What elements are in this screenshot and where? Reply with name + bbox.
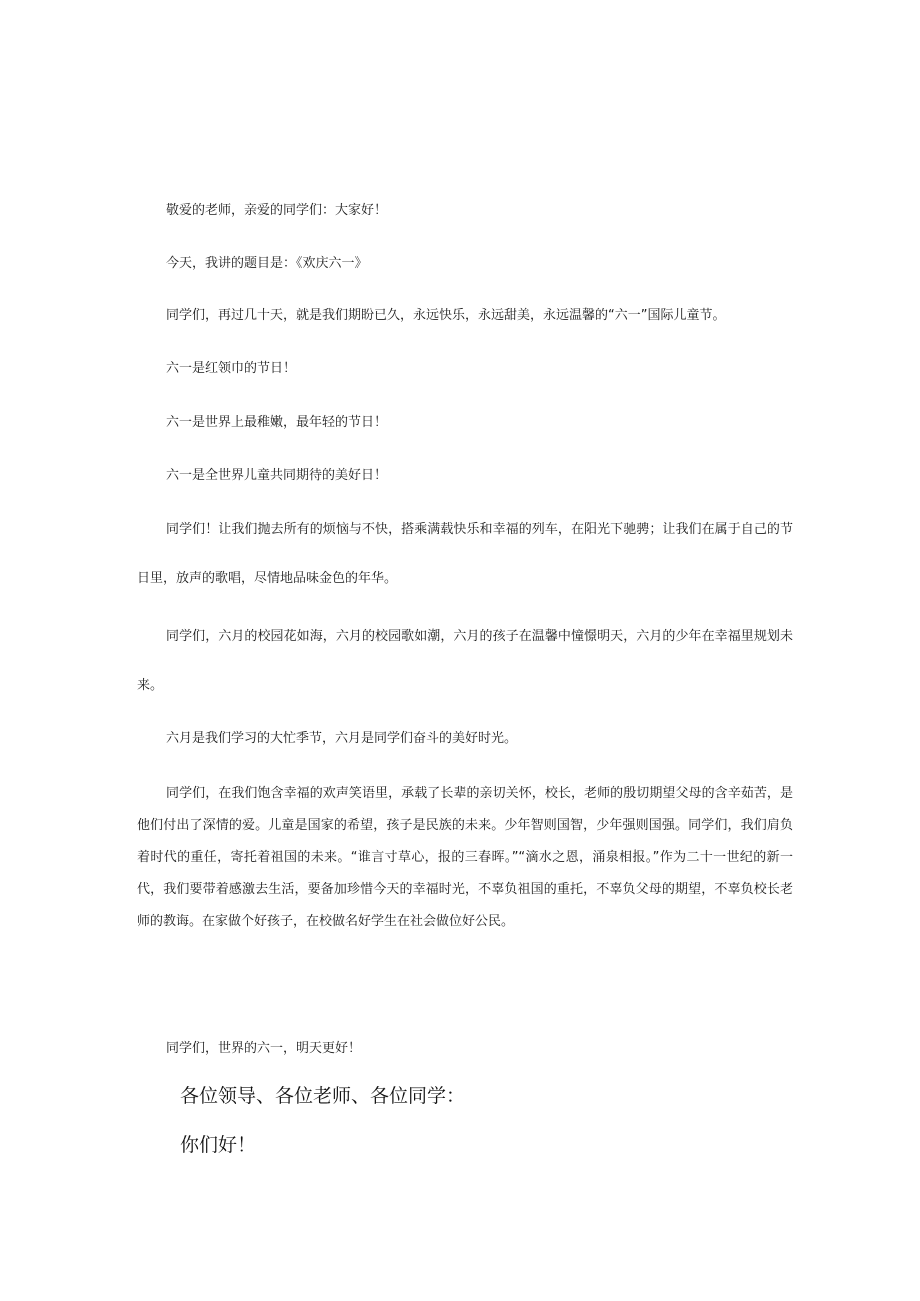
train-paragraph: 同学们！让我们抛去所有的烦恼与不快，搭乘满载快乐和幸福的列车，在阳光下驰骋；让我们在属于自己的节日里，放声的歌唱，尽情地品味金色的年华。 xyxy=(137,522,793,586)
red-scarf-paragraph: 六一是红领巾的节日！ xyxy=(166,361,297,376)
greeting-paragraph: 敬爱的老师，亲爱的同学们：大家好！ xyxy=(166,203,388,218)
salutation-line: 各位领导、各位老师、各位同学： xyxy=(180,1085,466,1107)
gratitude-paragraph: 同学们，在我们饱含幸福的欢声笑语里，承载了长辈的亲切关怀，校长，老师的殷切期望父母的含辛茹苦，是他们付出了深情的爱。儿童是国家的希望，孩子是民族的未来。少年智则国智，少年强则国强。同学们，我们肩负着时代的重任，寄托着祖国的未来。“谁言寸草心，报的三春晖。”“滴水之恩，涌泉相报。”作为二十一世纪的新一代，我们要带着感激去生活，要备加珍惜今天的幸福时光，不辜负祖国的重托，不辜负父母的期望，不辜负校长老师的教诲。在家做个好孩子，在校做名好学生在社会做位好公民。 xyxy=(137,786,793,929)
closing-paragraph: 同学们，世界的六一，明天更好！ xyxy=(166,1041,362,1056)
intro-paragraph: 同学们，再过几十天，就是我们期盼已久，永远快乐，永远甜美，永远温馨的“六一”国际儿童节。 xyxy=(166,308,726,323)
june-campus-paragraph: 同学们，六月的校园花如海，六月的校园歌如潮，六月的孩子在温馨中憧憬明天，六月的少年在幸福里规划未来。 xyxy=(137,629,793,693)
youngest-festival-paragraph: 六一是世界上最稚嫩，最年轻的节日！ xyxy=(166,415,388,430)
world-children-paragraph: 六一是全世界儿童共同期待的美好日！ xyxy=(166,468,388,483)
topic-paragraph: 今天，我讲的题目是：《欢庆六一》 xyxy=(166,256,368,271)
hello-line: 你们好！ xyxy=(180,1134,257,1156)
june-study-paragraph: 六月是我们学习的大忙季节，六月是同学们奋斗的美好时光。 xyxy=(166,731,518,746)
